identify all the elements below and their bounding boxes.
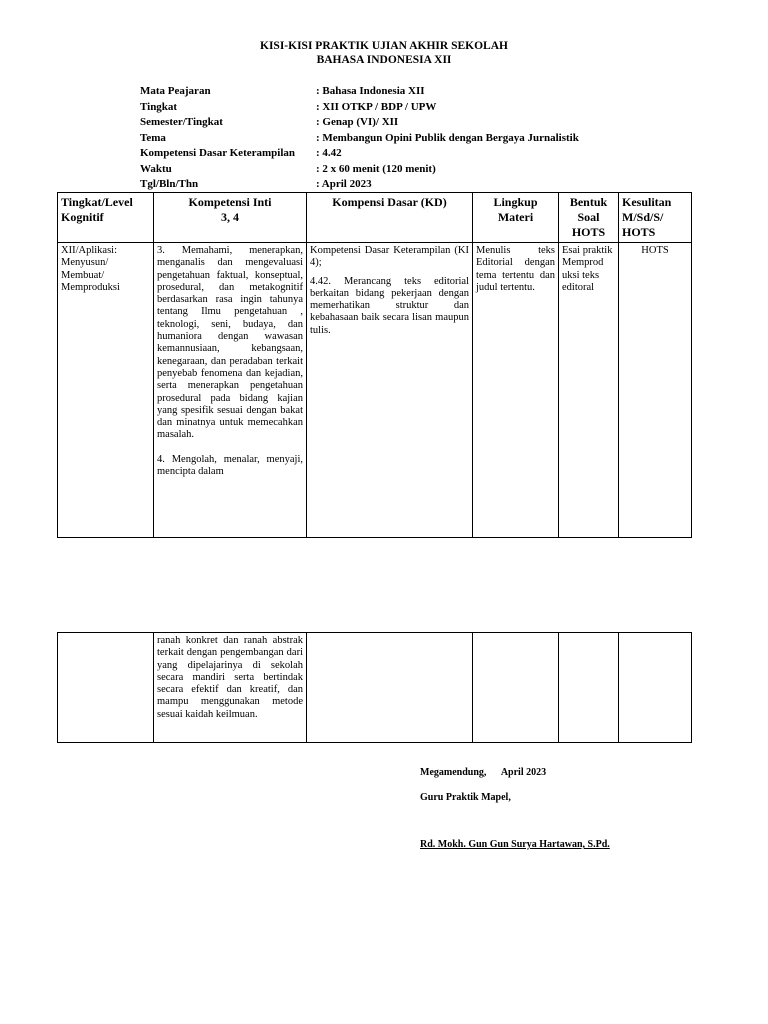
- info-label: Tema: [140, 131, 166, 144]
- cell-kompetensi-inti: [154, 243, 307, 538]
- ki-paragraph-3: 3. Memahami, menerapkan, menganalis dan mengevaluasi pengetahuan faktual, konseptual, prosedural, dan metakognitif berdasarkan rasa ingin tahunya tentang Ilmu pengetahuan , teknologi, seni, budaya, dan humaniora dengan wawasan kemannusiaan, kebangsaan, kenegaraan, dan peradaban terkait penyebab fenomena dan kejadian, serta menerapkan pengetahuan prosedural pada bidang kajian yang spesifik sesuai dengan bakat dan minatnya untuk memecahkan masalah.: [157, 245, 303, 441]
- cell-level-empty: [58, 633, 154, 743]
- kd-line1: Kompetensi Dasar Keterampilan (KI 4);: [310, 245, 469, 269]
- info-value: : Genap (VI)/ XII: [316, 116, 399, 128]
- table-row: [58, 633, 692, 743]
- header-ki-line1: Kompetensi Inti: [188, 195, 272, 209]
- kisi-kisi-table-continued: [57, 632, 692, 743]
- info-row-waktu: [140, 162, 579, 178]
- info-label: Waktu: [140, 162, 172, 175]
- table-header-row: [58, 193, 692, 243]
- header-kesulitan: Kesulitan M/Sd/S/ HOTS: [619, 193, 692, 243]
- document-subtitle: BAHASA INDONESIA XII: [316, 54, 452, 66]
- info-label: Kompetensi Dasar Keterampilan: [140, 147, 296, 159]
- info-row-kd: [140, 146, 579, 162]
- signature-name: Rd. Mokh. Gun Gun Surya Hartawan, S.Pd.: [420, 839, 610, 850]
- info-label: Semester/Tingkat: [140, 116, 223, 128]
- cell-empty: [307, 633, 473, 743]
- cell-empty: [559, 633, 619, 743]
- kd-line2: 4.42. Merancang teks editorial berkaitan bidang pekerjaan dengan memerhatikan struktur dan kebahasaan baik secara lisan maupun tulis.: [310, 275, 469, 336]
- cell-empty: [473, 633, 559, 743]
- info-row-semester: [140, 115, 579, 131]
- cell-bentuk-soal: Esai praktik Memprod uksi teks editoral: [559, 243, 619, 538]
- info-value: : Bahasa Indonesia XII: [316, 85, 425, 97]
- info-value: : Membangun Opini Publik dengan Bergaya Jurnalistik: [316, 131, 579, 144]
- table-row: [58, 243, 692, 538]
- signature-place-date: Megamendung, April 2023: [420, 767, 547, 778]
- info-value: : 2 x 60 menit (120 menit): [316, 162, 436, 175]
- info-row-mapel: [140, 84, 579, 100]
- header-level: Tingkat/Level Kognitif: [58, 193, 154, 243]
- info-row-tema: [140, 131, 579, 147]
- info-block: [140, 84, 579, 193]
- info-value: : April 2023: [316, 178, 372, 190]
- kisi-kisi-table: [57, 192, 692, 538]
- info-row-tingkat: [140, 100, 579, 116]
- cell-kesulitan: HOTS: [619, 243, 692, 538]
- header-bentuk-soal: Bentuk Soal HOTS: [559, 193, 619, 243]
- header-lingkup-materi: Lingkup Materi: [473, 193, 559, 243]
- cell-kompetensi-inti-continued: ranah konkret dan ranah abstrak terkait dengan pengembangan dari yang dipelajarinya di sekolah secara mandiri serta bertindak secara efektif dan kreatif, dan mampu menggunakan metode sesuai kaidah keilmuan.: [154, 633, 307, 743]
- header-kompetensi-dasar: Kompensi Dasar (KD): [307, 193, 473, 243]
- cell-lingkup-materi: Menulis teks Editorial dengan tema tertentu dan judul tertentu.: [473, 243, 559, 538]
- cell-kompetensi-dasar: [307, 243, 473, 538]
- info-row-tanggal: [140, 177, 579, 193]
- cell-level: XII/Aplikasi: Menyusun/ Membuat/ Memproduksi: [58, 243, 154, 538]
- header-kompetensi-inti: [154, 193, 307, 243]
- header-ki-line2: 3, 4: [221, 210, 239, 224]
- info-label: Mata Peajaran: [140, 85, 211, 97]
- signature-role: Guru Praktik Mapel,: [420, 792, 511, 803]
- info-value: : 4.42: [316, 147, 342, 159]
- info-label: Tgl/Bln/Thn: [140, 178, 199, 190]
- ki-paragraph-4: 4. Mengolah, menalar, menyaji, mencipta dalam: [157, 453, 303, 478]
- document-title: KISI-KISI PRAKTIK UJIAN AKHIR SEKOLAH: [260, 40, 508, 52]
- cell-empty: [619, 633, 692, 743]
- info-value: : XII OTKP / BDP / UPW: [316, 100, 437, 113]
- info-label: Tingkat: [140, 100, 178, 113]
